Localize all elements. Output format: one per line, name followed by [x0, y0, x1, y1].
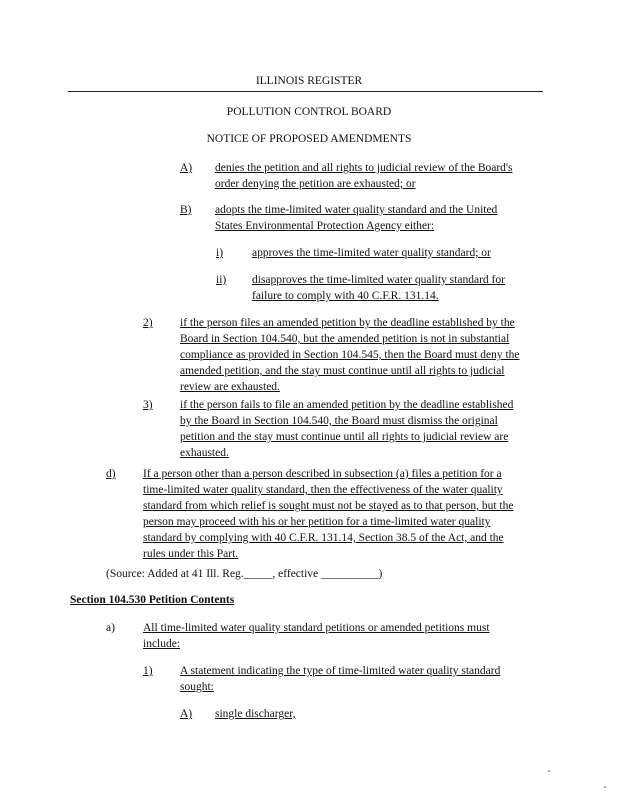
item-A-line-1: denies the petition and all rights to judicial review of the Board's	[215, 162, 513, 174]
sub-1-line-2: sought:	[180, 681, 214, 693]
item-2-line-5: review are exhausted.	[180, 381, 280, 393]
item-2-line-2: Board in Section 104.540, but the amended petition is not in substantial	[180, 333, 510, 345]
sub-1-label: 1)	[143, 665, 153, 677]
item-3-label: 3)	[143, 399, 153, 411]
scan-speck	[604, 786, 606, 788]
register-title: ILLINOIS REGISTER	[255, 75, 363, 87]
header-rule	[68, 91, 543, 92]
item-d-line-6: rules under this Part.	[143, 548, 239, 560]
item-3-line-4: exhausted.	[180, 447, 229, 459]
item-d-line-5: standard by complying with 40 C.F.R. 131.14, Section 38.5 of the Act, and the	[143, 532, 504, 544]
item-A-line-2: order denying the petition are exhausted; or	[215, 178, 416, 190]
item-2-line-3: compliance as provided in Section 104.545, then the Board must deny the	[180, 349, 520, 361]
item-d-line-2: time-limited water quality standard, then the effectiveness of the water quality	[143, 484, 503, 496]
item-2-label: 2)	[143, 317, 153, 329]
item-B-label: B)	[180, 204, 192, 216]
item-3-line-2: by the Board in Section 104.540, the Board must dismiss the original	[180, 415, 498, 427]
item-2-line-4: amended petition, and the stay must continue until all rights to judicial	[180, 365, 505, 377]
scan-speck	[548, 770, 550, 772]
item-2-line-1: if the person files an amended petition by the deadline established by the	[180, 317, 515, 329]
item-d-line-1: If a person other than a person described in subsection (a) files a petition for a	[143, 468, 502, 480]
board-name: POLLUTION CONTROL BOARD	[226, 106, 392, 118]
sub-a-label: a)	[106, 622, 115, 634]
item-3-line-3: petition and the stay must continue until all rights to judicial review are	[180, 431, 509, 443]
section-heading: Section 104.530 Petition Contents	[70, 594, 235, 606]
sub-a-line-1: All time-limited water quality standard petitions or amended petitions must	[143, 622, 490, 634]
item-i-line-1: approves the time-limited water quality standard; or	[252, 247, 491, 259]
item-d-label: d)	[106, 468, 116, 480]
item-d-line-4: person may proceed with his or her petition for a time-limited water quality	[143, 516, 491, 528]
notice-title: NOTICE OF PROPOSED AMENDMENTS	[206, 133, 412, 145]
item-ii-line-1: disapproves the time-limited water quality standard for	[252, 274, 505, 286]
item-ii-line-2: failure to comply with 40 C.F.R. 131.14.	[252, 290, 439, 302]
item-3-line-1: if the person fails to file an amended petition by the deadline established	[180, 399, 514, 411]
item-d-line-3: standard from which relief is sought must not be stayed as to that person, but the	[143, 500, 514, 512]
item-B-line-1: adopts the time-limited water quality standard and the United	[215, 204, 498, 216]
sub-a-line-2: include:	[143, 638, 181, 650]
sub-1-line-1: A statement indicating the type of time-limited water quality standard	[180, 665, 501, 677]
sub-A-label: A)	[180, 708, 193, 720]
source-note: (Source: Added at 41 Ill. Reg._____, effective __________)	[106, 568, 383, 580]
item-i-label: i)	[216, 247, 224, 259]
item-A-label: A)	[180, 162, 193, 174]
item-ii-label: ii)	[216, 274, 227, 286]
sub-A-line-1: single discharger,	[215, 708, 296, 720]
item-B-line-2: States Environmental Protection Agency either:	[215, 220, 435, 232]
